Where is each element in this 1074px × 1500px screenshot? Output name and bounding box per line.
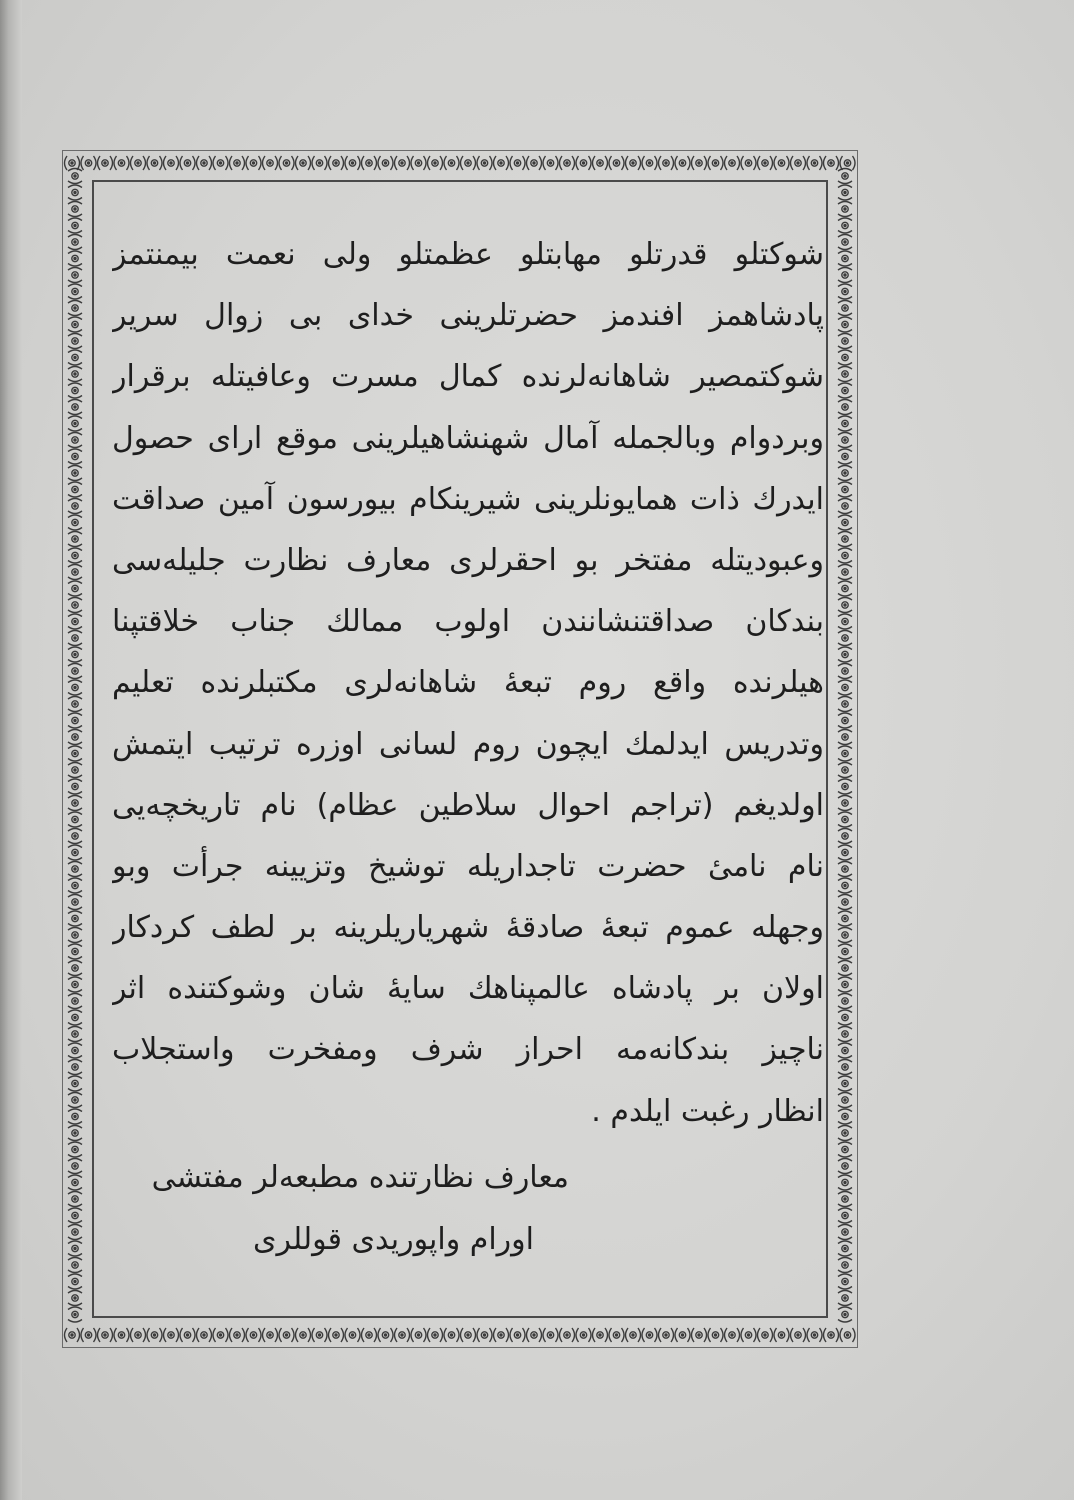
paragraph-line-last: انظار رغبت ایلدم . — [591, 1093, 824, 1129]
paragraph-line: شوكتلو قدرتلو مهابتلو عظمتلو ولی نعمت بیمنتمز — [112, 237, 824, 272]
dedication-paragraph — [112, 224, 824, 1142]
paragraph-line: بندکان صداقتنشانندن اولوب ممالك جناب خلاقتپنا — [112, 604, 824, 640]
frame-border-left — [58, 146, 92, 1352]
signature-name: اورام واپوریدی قوللری — [253, 1222, 534, 1257]
frame-border-right — [828, 146, 862, 1352]
binding-edge — [0, 0, 22, 1500]
signature-title: معارف نظارتنده مطبعه‌لر مفتشی — [151, 1160, 569, 1195]
paragraph-line: ایدرك ذات همایونلرینی شیرینکام بیورسون آمین صداقت — [112, 481, 824, 517]
paragraph-line: پادشاهمز افندمز حضرتلرینی خدای بی زوال سریر — [112, 298, 824, 334]
paragraph-line: شوکتمصیر شاهانه‌لرنده کمال مسرت وعافیتله برقرار — [112, 359, 824, 395]
paragraph-line: وعبودیتله مفتخر بو احقرلری معارف نظارت جلیله‌سی — [112, 542, 824, 578]
paragraph-line: وبردوام وبالجمله آمال شهنشاهیلرینی موقع ارای حصول — [112, 420, 824, 456]
paragraph-line: نام نامیٔ حضرت تاجداریله توشیخ وتزیینه جرأت وبو — [112, 848, 824, 884]
paragraph-line: هیلرنده واقع روم تبعهٔ شاهانه‌لری مکتبلرنده تعلیم — [112, 665, 824, 701]
frame-border-bottom — [58, 1318, 862, 1352]
paragraph-line: وتدریس ایدلمك ایچون روم لسانی اوزره ترتیب ایتمش — [112, 726, 824, 762]
paragraph-line: اولدیغم (تراجم احوال سلاطین عظام) نام تاریخچه‌یی — [112, 787, 824, 823]
frame-border-top — [58, 146, 862, 180]
paragraph-line: اولان بر پادشاه عالمپناهك سایهٔ شان وشوکتنده اثر — [112, 971, 824, 1007]
paragraph-line: وجهله عموم تبعهٔ صادقهٔ شهریاریلرینه بر لطف کردکار — [112, 910, 824, 946]
paragraph-line: ناچیز بندکانه‌مه احراز شرف ومفخرت واستجلاب — [112, 1032, 824, 1068]
